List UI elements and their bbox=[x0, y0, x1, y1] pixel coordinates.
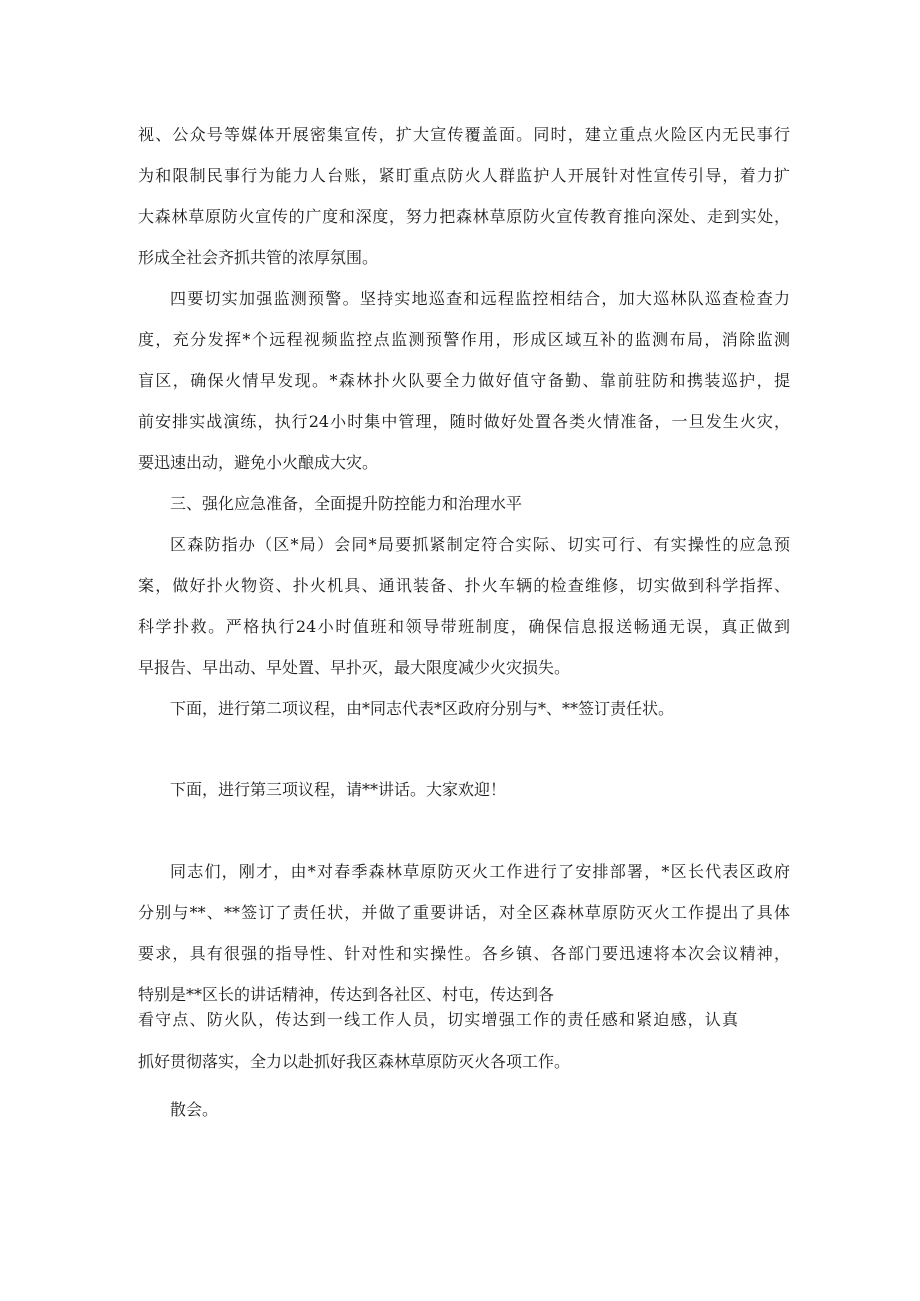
paragraph-2-line-4: 前安排实战演练，执行24小时集中管理，随时做好处置各类火情准备，一旦发生火灾， bbox=[138, 412, 790, 431]
adjournment: 散会。 bbox=[170, 1100, 219, 1119]
paragraph-2-line-3: 盲区，确保火情早发现。*森林扑火队要全力做好值守备勤、靠前驻防和携装巡护，提 bbox=[138, 371, 790, 390]
closing-remarks-line-6: 抓好贯彻落实，全力以赴抓好我区森林草原防灭火各项工作。 bbox=[138, 1052, 571, 1071]
closing-remarks-line-4: 特别是**区长的讲话精神，传达到各社区、村屯，传达到各 bbox=[138, 985, 555, 1004]
paragraph-3-line-4: 早报告、早出动、早处置、早扑灭，最大限度减少火灾损失。 bbox=[138, 658, 571, 677]
closing-remarks-line-1: 同志们，刚才，由*对春季森林草原防灭火工作进行了安排部署，*区长代表区政府 bbox=[170, 862, 790, 881]
section-heading-3: 三、强化应急准备，全面提升防控能力和治理水平 bbox=[170, 494, 523, 513]
closing-remarks-line-5: 看守点、防火队，传达到一线工作人员，切实增强工作的责任感和紧迫感，认真 bbox=[138, 1010, 738, 1029]
paragraph-2-line-1: 四要切实加强监测预警。坚持实地巡查和远程监控相结合，加大巡林队巡查检查力 bbox=[170, 289, 790, 308]
agenda-item-3: 下面，进行第三项议程，请**讲话。大家欢迎！ bbox=[170, 780, 507, 799]
paragraph-2-line-2: 度，充分发挥*个远程视频监控点监测预警作用，形成区域互补的监测布局，消除监测 bbox=[138, 330, 790, 349]
agenda-item-2: 下面，进行第二项议程，由*同志代表*区政府分别与*、**签订责任状。 bbox=[170, 699, 675, 718]
paragraph-3-line-3: 科学扑救。严格执行24小时值班和领导带班制度，确保信息报送畅通无误，真正做到 bbox=[138, 617, 790, 636]
paragraph-1-line-3: 大森林草原防火宣传的广度和深度，努力把森林草原防火宣传教育推向深处、走到实处， bbox=[138, 207, 790, 226]
paragraph-2-line-5: 要迅速出动，避免小火酿成大灾。 bbox=[138, 453, 379, 472]
closing-remarks-line-3: 要求，具有很强的指导性、针对性和实操性。各乡镇、各部门要迅速将本次会议精神， bbox=[138, 944, 790, 963]
paragraph-3-line-1: 区森防指办（区*局）会同*局要抓紧制定符合实际、切实可行、有实操性的应急预 bbox=[170, 535, 790, 554]
paragraph-1-line-1: 视、公众号等媒体开展密集宣传，扩大宣传覆盖面。同时，建立重点火险区内无民事行 bbox=[138, 125, 790, 144]
paragraph-1-line-2: 为和限制民事行为能力人台账，紧盯重点防火人群监护人开展针对性宣传引导，着力扩 bbox=[138, 166, 790, 185]
paragraph-3-line-2: 案，做好扑火物资、扑火机具、通讯装备、扑火车辆的检查维修，切实做到科学指挥、 bbox=[138, 576, 790, 595]
paragraph-1-line-4: 形成全社会齐抓共管的浓厚氛围。 bbox=[138, 248, 379, 267]
closing-remarks-line-2: 分别与**、**签订了责任状，并做了重要讲话，对全区森林草原防灭火工作提出了具体 bbox=[138, 903, 790, 922]
